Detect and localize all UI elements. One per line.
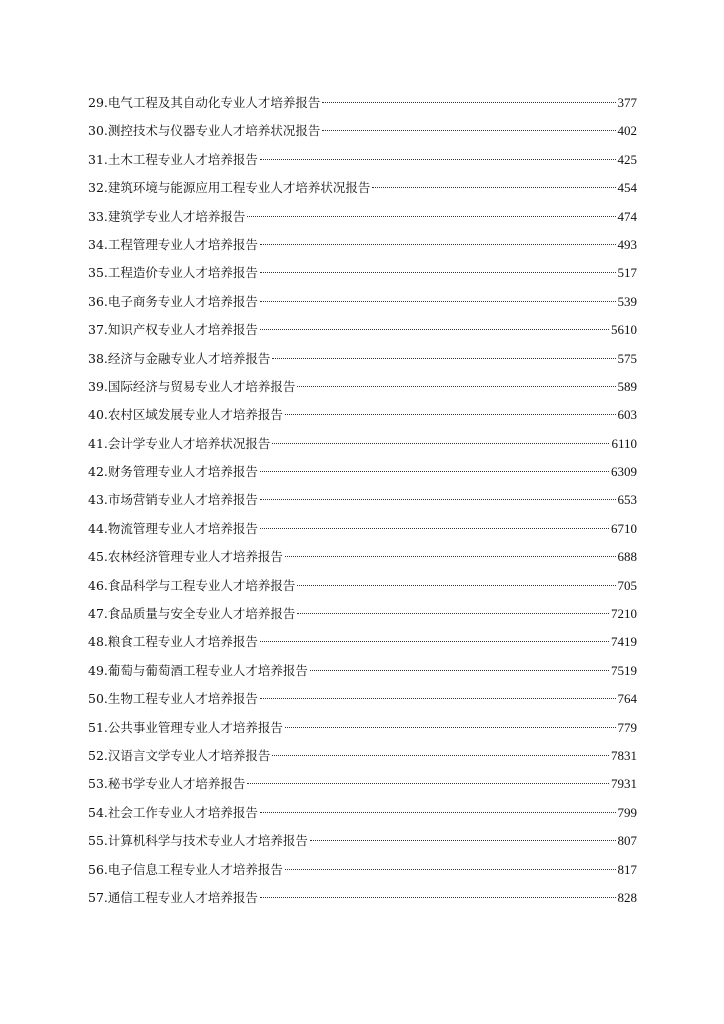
toc-entry[interactable]	[88, 657, 637, 685]
dot-leader	[322, 102, 615, 103]
toc-entry-title: 35.工程造价专业人才培养报告	[88, 265, 258, 281]
dot-leader	[297, 585, 615, 586]
toc-entry-page-number: 6309	[611, 464, 637, 480]
toc-entry-title: 44.物流管理专业人才培养报告	[88, 520, 258, 536]
toc-entry-title: 50.生物工程专业人才培养报告	[88, 691, 258, 707]
dot-leader	[322, 130, 615, 131]
toc-entry-page-number: 807	[617, 833, 637, 849]
toc-entry-title: 49.葡萄与葡萄酒工程专业人才培养报告	[88, 662, 308, 678]
dot-leader	[272, 443, 609, 444]
toc-entry[interactable]	[88, 685, 637, 713]
toc-entry[interactable]	[88, 600, 637, 628]
toc-entry-title: 38.经济与金融专业人才培养报告	[88, 350, 271, 366]
dot-leader	[260, 329, 609, 330]
dot-leader	[297, 386, 615, 387]
toc-entry-title: 41.会计学专业人才培养状况报告	[88, 435, 271, 451]
toc-entry-page-number: 474	[617, 208, 637, 224]
toc-entry[interactable]	[88, 430, 637, 458]
dot-leader	[260, 528, 609, 529]
dot-leader	[260, 471, 609, 472]
toc-entry-title: 52.汉语言文学专业人才培养报告	[88, 747, 271, 763]
dot-leader	[260, 499, 616, 500]
toc-entry-title: 51.公共事业管理专业人才培养报告	[88, 719, 283, 735]
toc-entry-page-number: 6110	[611, 435, 637, 451]
toc-entry[interactable]	[88, 259, 637, 287]
toc-entry-page-number: 653	[617, 492, 637, 508]
toc-entry-title: 34.工程管理专业人才培养报告	[88, 236, 258, 252]
toc-entry[interactable]	[88, 203, 637, 231]
toc-entry-title: 37.知识产权专业人才培养报告	[88, 322, 258, 338]
toc-entry[interactable]	[88, 827, 637, 855]
dot-leader	[272, 358, 615, 359]
toc-entry[interactable]	[88, 316, 637, 344]
dot-leader	[297, 613, 609, 614]
toc-entry-title: 47.食品质量与安全专业人才培养报告	[88, 606, 296, 622]
toc-entry-page-number: 539	[617, 293, 637, 309]
toc-entry-page-number: 688	[617, 549, 637, 565]
toc-entry[interactable]	[88, 146, 637, 174]
toc-entry[interactable]	[88, 401, 637, 429]
toc-entry-page-number: 5610	[611, 322, 637, 338]
dot-leader	[260, 301, 616, 302]
toc-entry-page-number: 779	[617, 719, 637, 735]
toc-entry[interactable]	[88, 174, 637, 202]
toc-entry[interactable]	[88, 515, 637, 543]
toc-entry-title: 43.市场营销专业人才培养报告	[88, 492, 258, 508]
toc-entry[interactable]	[88, 458, 637, 486]
toc-entry[interactable]	[88, 231, 637, 259]
toc-entry[interactable]	[88, 89, 637, 117]
toc-entry-title: 32.建筑环境与能源应用工程专业人才培养状况报告	[88, 180, 371, 196]
dot-leader	[310, 670, 609, 671]
toc-entry-title: 54.社会工作专业人才培养报告	[88, 804, 258, 820]
toc-entry[interactable]	[88, 799, 637, 827]
dot-leader	[260, 244, 616, 245]
toc-entry-title: 56.电子信息工程专业人才培养报告	[88, 861, 283, 877]
toc-entry-page-number: 575	[617, 350, 637, 366]
toc-entry-page-number: 603	[617, 407, 637, 423]
dot-leader	[285, 556, 616, 557]
dot-leader	[285, 727, 616, 728]
toc-entry-title: 40.农村区域发展专业人才培养报告	[88, 407, 283, 423]
toc-entry[interactable]	[88, 373, 637, 401]
toc-entry-page-number: 493	[617, 236, 637, 252]
toc-entry-page-number: 377	[617, 95, 637, 110]
toc-entry-page-number: 425	[617, 151, 637, 167]
toc-entry-title: 42.财务管理专业人才培养报告	[88, 464, 258, 480]
toc-entry-page-number: 402	[617, 123, 637, 139]
dot-leader	[247, 216, 615, 217]
dot-leader	[372, 187, 615, 188]
toc-entry-title: 48.粮食工程专业人才培养报告	[88, 634, 258, 650]
dot-leader	[260, 812, 616, 813]
toc-entry-title: 33.建筑学专业人才培养报告	[88, 208, 246, 224]
toc-entry-page-number: 705	[617, 577, 637, 593]
dot-leader	[260, 272, 616, 273]
toc-entry[interactable]	[88, 884, 637, 912]
toc-entry-page-number: 7519	[611, 662, 637, 678]
dot-leader	[285, 869, 616, 870]
toc-entry[interactable]	[88, 628, 637, 656]
toc-entry-page-number: 589	[617, 378, 637, 394]
table-of-contents	[88, 89, 637, 912]
toc-entry-page-number: 764	[617, 691, 637, 707]
toc-entry-title: 36.电子商务专业人才培养报告	[88, 293, 258, 309]
toc-entry[interactable]	[88, 714, 637, 742]
dot-leader	[260, 641, 609, 642]
toc-entry[interactable]	[88, 288, 637, 316]
toc-entry[interactable]	[88, 742, 637, 770]
toc-entry[interactable]	[88, 117, 637, 145]
dot-leader	[272, 755, 609, 756]
toc-entry-page-number: 454	[617, 180, 637, 196]
toc-entry[interactable]	[88, 856, 637, 884]
toc-entry-page-number: 817	[617, 861, 637, 877]
toc-entry-title: 39.国际经济与贸易专业人才培养报告	[88, 378, 296, 394]
dot-leader	[260, 698, 616, 699]
dot-leader	[247, 783, 609, 784]
toc-entry-title: 30.测控技术与仪器专业人才培养状况报告	[88, 123, 321, 139]
toc-entry-title: 29.电气工程及其自动化专业人才培养报告	[88, 95, 321, 110]
toc-entry[interactable]	[88, 572, 637, 600]
toc-entry-title: 46.食品科学与工程专业人才培养报告	[88, 577, 296, 593]
toc-entry[interactable]	[88, 486, 637, 514]
toc-entry[interactable]	[88, 770, 637, 798]
toc-entry[interactable]	[88, 543, 637, 571]
toc-entry-page-number: 517	[617, 265, 637, 281]
toc-entry-page-number: 7419	[611, 634, 637, 650]
dot-leader	[260, 897, 616, 898]
toc-entry[interactable]	[88, 345, 637, 373]
toc-entry-title: 55.计算机科学与技术专业人才培养报告	[88, 833, 308, 849]
toc-entry-page-number: 828	[617, 889, 637, 905]
toc-entry-title: 45.农林经济管理专业人才培养报告	[88, 549, 283, 565]
toc-entry-page-number: 6710	[611, 520, 637, 536]
toc-entry-page-number: 799	[617, 804, 637, 820]
dot-leader	[260, 159, 616, 160]
toc-entry-page-number: 7831	[611, 747, 637, 763]
toc-entry-page-number: 7931	[611, 776, 637, 792]
toc-entry-title: 57.通信工程专业人才培养报告	[88, 889, 258, 905]
dot-leader	[310, 840, 616, 841]
dot-leader	[285, 414, 616, 415]
toc-entry-page-number: 7210	[611, 606, 637, 622]
toc-entry-title: 53.秘书学专业人才培养报告	[88, 776, 246, 792]
toc-entry-title: 31.土木工程专业人才培养报告	[88, 151, 258, 167]
